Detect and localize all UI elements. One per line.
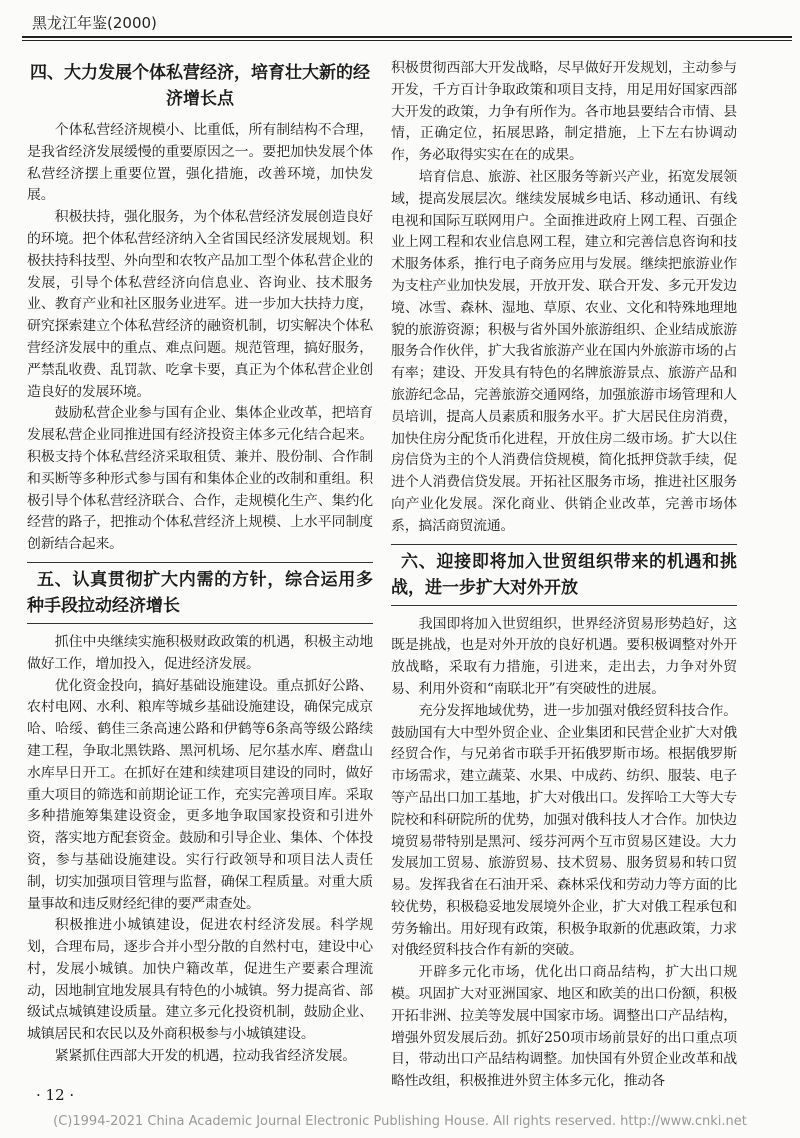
- section-title-box-5: [27, 562, 373, 624]
- section-title-box-6: [391, 544, 737, 606]
- left-column: [27, 58, 373, 1068]
- section-title-4: 四、大力发展个体私营经济，培育壮大新的经济增长点: [30, 63, 370, 109]
- paragraph: 个体私营经济规模小、比重低，所有制结构不合理，是我省经济发展缓慢的重要原因之一。要把加快发展个体私营经济摆上重要位置，强化措施，改善环境，加快发展。: [27, 122, 373, 204]
- paragraph: 开辟多元化市场，优化出口商品结构，扩大出口规模。巩固扩大对亚洲国家、地区和欧美的出口份额，积极开拓非洲、拉美等发展中国家市场。调整出口产品结构，增强外贸发展后劲。抓好250项市场前景好的出口重点项目，带动出口产品结构调整。加快国有外贸企业改革和战略性改组，积极推进外贸主体多元化，推动各: [391, 964, 737, 1090]
- paragraph: 积极贯彻西部大开发战略，尽早做好开发规划，主动参与开发，千方百计争取政策和项目支持，用足用好国家西部大开发的政策，力争有所作为。各市地县要结合市情、县情，正确定位，拓展思路，制定措施，上下左右协调动作，务必取得实实在在的成果。: [391, 60, 737, 164]
- page-number: · 12 ·: [36, 1086, 75, 1104]
- paragraph: 我国即将加入世贸组织，世界经济贸易形势趋好，这既是挑战，也是对外开放的良好机遇。要积极调整对外开放战略，采取有力措施，引进来，走出去，力争对外贸易、利用外资和“南联北开”有突破性的进展。: [391, 615, 737, 697]
- page-header: [22, 6, 792, 36]
- paragraph: 积极扶持，强化服务，为个体私营经济发展创造良好的环境。把个体私营经济纳入全省国民经济发展规划。积极扶持科技型、外向型和农牧产品加工型个体私营企业的发展，引导个体私营经济向信息业、咨询业、技术服务业、教育产业和社区服务业进军。进一步加大扶持力度，研究探索建立个体私营经济的融资机制，切实解决个体私营经济发展中的重点、难点问题。规范管理，搞好服务，严禁乱收费、乱罚款、吃拿卡要，真正为个体私营企业创造良好的发展环境。: [27, 209, 373, 400]
- paragraph: 抓住中央继续实施积极财政政策的机遇，积极主动地做好工作，增加投入，促进经济发展。: [27, 633, 373, 672]
- header-rule-thick: [22, 36, 792, 38]
- paragraph: 优化资金投向，搞好基础设施建设。重点抓好公路、农村电网、水利、粮库等城乡基础设施建设，确保完成京哈、哈绥、鹤佳三条高速公路和伊鹤等6条高等级公路续建工程，争取北黑铁路、黑河机场、尼尔基水库、磨盘山水库早日开工。在抓好在建和续建项目建设的同时，做好重大项目的筛选和前期论证工作，充实完善项目库。采取多种措施筹集建设资金，更多地争取国家投资和引进外资，落实地方配套资金。鼓励和引导企业、集体、个体投资，参与基础设施建设。实行行政领导和项目法人责任制，切实加强项目管理与监督，确保工程质量。对重大质量事故和违反财经纪律的要严肃查处。: [27, 677, 373, 912]
- paragraph: 积极推进小城镇建设，促进农村经济发展。科学规划，合理布局，逐步合并小型分散的自然村屯，建设中心村，发展小城镇。加快户籍改革，促进生产要素合理流动，因地制宜地发展具有特色的小城镇。努力提高省、部级试点城镇建设质量。建立多元化投资机制，鼓励企业、城镇居民和农民以及外商积极参与小城镇建设。: [27, 917, 373, 1043]
- paragraph: 充分发挥地域优势，进一步加强对俄经贸科技合作。鼓励国有大中型外贸企业、企业集团和民营企业扩大对俄经贸合作，与兄弟省市联手开拓俄罗斯市场。根据俄罗斯市场需求，建立蔬菜、水果、中成药、纺织、服装、电子等产品出口加工基地，扩大对俄出口。发挥哈工大等大专院校和科研院所的优势，加强对俄科技人才合作。加快边境贸易带特别是黑河、绥芬河两个互市贸易区建设。大力发展加工贸易、旅游贸易、技术贸易、服务贸易和转口贸易。发挥我省在石油开采、森林采伐和劳动力等方面的比较优势，积极稳妥地发展境外企业，扩大对俄工程承包和劳务输出。用好现有政策，积极争取新的优惠政策，力求对俄经贸科技合作有新的突破。: [391, 702, 737, 959]
- paragraph: 培育信息、旅游、社区服务等新兴产业，拓宽发展领域，提高发展层次。继续发展城乡电话、移动通讯、有线电视和国际互联网用户。全面推进政府上网工程、百强企业上网工程和农业信息网工程，建立和完善信息咨询和技术服务体系，推行电子商务应用与发展。继续把旅游业作为支柱产业加快发展，开放开发、联合开发、多元开发边境、冰雪、森林、湿地、草原、农业、文化和特殊地理地貌的旅游资源；积极与省外国外旅游组织、企业结成旅游服务合作伙伴，扩大我省旅游产业在国内外旅游市场的占有率；建设、开发具有特色的名牌旅游景点、旅游产品和旅游纪念品，完善旅游交通网络，加强旅游市场管理和人员培训，提高人员素质和服务水平。扩大居民住房消费，加快住房分配货币化进程，开放住房二级市场。扩大以住房信贷为主的个人消费信贷规模，简化抵押贷款手续，促进个人消费信贷发展。开拓社区服务市场，推进社区服务向产业化发展。深化商业、供销企业改革，完善市场体系，搞活商贸流通。: [391, 168, 737, 534]
- header-rule-thin: [22, 40, 792, 41]
- paragraph: 鼓励私营企业参与国有企业、集体企业改革，把培育发展私营企业同推进国有经济投资主体多元化结合起来。积极支持个体私营经济采取租赁、兼并、股份制、合作制和买断等多种形式参与国有和集体企业的改制和重组。积极引导个体私营经济联合、合作，走规模化生产、集约化经营的路子，把推动个体私营经济上规模、上水平同制度创新结合起来。: [27, 405, 373, 553]
- paragraph: 紧紧抓住西部大开发的机遇，拉动我省经济发展。: [54, 1048, 356, 1065]
- running-head: 黑龙江年鉴(2000): [32, 14, 157, 32]
- section-title-5: 五、认真贯彻扩大内需的方针，综合运用多种手段拉动经济增长: [27, 569, 373, 616]
- copyright-footer: (C)1994-2021 China Academic Journal Electronic Publishing House. All rights reserved. http://www.cnki.net: [53, 1114, 747, 1129]
- right-column: [391, 58, 737, 1093]
- section-title-6: 六、迎接即将加入世贸组织带来的机遇和挑战，进一步扩大对外开放: [391, 551, 737, 598]
